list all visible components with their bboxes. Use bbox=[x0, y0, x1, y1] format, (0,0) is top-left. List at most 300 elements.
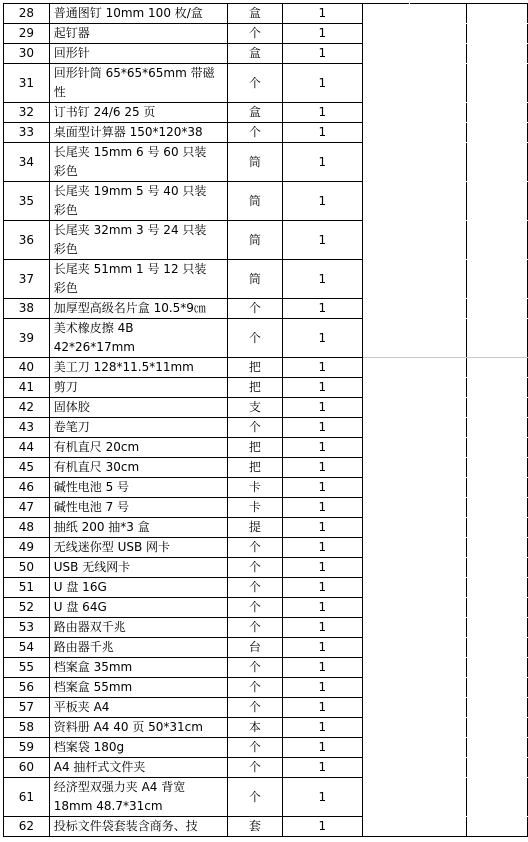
empty-cell bbox=[363, 458, 410, 478]
empty-cell bbox=[409, 418, 466, 438]
item-unit: 把 bbox=[228, 358, 282, 378]
table-row bbox=[4, 299, 528, 319]
empty-cell bbox=[467, 817, 528, 837]
item-quantity: 1 bbox=[282, 638, 362, 658]
empty-cell bbox=[363, 638, 410, 658]
item-name-line: 桌面型计算器 150*120*38 bbox=[53, 125, 203, 139]
item-name-line: 长尾夹 51mm 1 号 12 只装 bbox=[53, 262, 207, 276]
empty-cell bbox=[363, 598, 410, 618]
item-name-line: 碱性电池 5 号 bbox=[53, 480, 130, 494]
row-number: 33 bbox=[4, 123, 50, 143]
empty-cell bbox=[409, 103, 466, 123]
item-name bbox=[49, 658, 227, 678]
empty-cell bbox=[409, 718, 466, 738]
empty-cell bbox=[363, 358, 410, 378]
row-number: 51 bbox=[4, 578, 50, 598]
item-name bbox=[49, 103, 227, 123]
item-quantity: 1 bbox=[282, 738, 362, 758]
item-quantity: 1 bbox=[282, 24, 362, 44]
row-number: 28 bbox=[4, 4, 50, 24]
empty-cell bbox=[409, 221, 466, 260]
item-name-line: 路由器双千兆 bbox=[53, 620, 126, 634]
row-number: 56 bbox=[4, 678, 50, 698]
empty-cell bbox=[363, 378, 410, 398]
item-unit: 盒 bbox=[228, 103, 282, 123]
item-unit: 个 bbox=[228, 24, 282, 44]
empty-cell bbox=[363, 260, 410, 299]
item-table bbox=[3, 3, 528, 837]
empty-cell bbox=[363, 817, 410, 837]
item-name-line: 有机直尺 20cm bbox=[53, 440, 140, 454]
table-row bbox=[4, 498, 528, 518]
item-name bbox=[49, 478, 227, 498]
item-unit: 个 bbox=[228, 598, 282, 618]
item-unit: 支 bbox=[228, 398, 282, 418]
table-row bbox=[4, 378, 528, 398]
empty-cell bbox=[363, 678, 410, 698]
row-number: 29 bbox=[4, 24, 50, 44]
row-number: 31 bbox=[4, 64, 50, 103]
item-quantity: 1 bbox=[282, 182, 362, 221]
item-name-line: 有机直尺 30cm bbox=[53, 460, 140, 474]
item-name bbox=[49, 738, 227, 758]
empty-cell bbox=[467, 778, 528, 817]
item-name-line: 加厚型高级名片盒 10.5*9㎝ bbox=[53, 301, 206, 315]
empty-cell bbox=[409, 398, 466, 418]
row-number: 60 bbox=[4, 758, 50, 778]
empty-cell bbox=[363, 478, 410, 498]
item-unit: 个 bbox=[228, 299, 282, 319]
item-quantity: 1 bbox=[282, 44, 362, 64]
item-name bbox=[49, 618, 227, 638]
empty-cell bbox=[363, 418, 410, 438]
item-quantity: 1 bbox=[282, 538, 362, 558]
item-unit: 个 bbox=[228, 758, 282, 778]
empty-cell bbox=[467, 618, 528, 638]
item-name-line: 性 bbox=[53, 85, 66, 99]
empty-cell bbox=[409, 478, 466, 498]
item-name-line: U 盘 16G bbox=[53, 580, 107, 594]
item-unit: 筒 bbox=[228, 260, 282, 299]
empty-cell bbox=[409, 438, 466, 458]
item-name bbox=[49, 538, 227, 558]
item-name bbox=[49, 182, 227, 221]
item-name-line: 档案盒 35mm bbox=[53, 660, 133, 674]
table-row bbox=[4, 738, 528, 758]
empty-cell bbox=[409, 143, 466, 182]
row-number: 41 bbox=[4, 378, 50, 398]
table-row bbox=[4, 758, 528, 778]
item-name bbox=[49, 4, 227, 24]
empty-cell bbox=[467, 538, 528, 558]
item-name-line: A4 抽杆式文件夹 bbox=[53, 760, 146, 774]
empty-cell bbox=[467, 378, 528, 398]
empty-cell bbox=[467, 718, 528, 738]
item-unit: 台 bbox=[228, 638, 282, 658]
item-name bbox=[49, 398, 227, 418]
item-name bbox=[49, 678, 227, 698]
item-name-line: 投标文件袋套装含商务、技 bbox=[53, 819, 198, 833]
item-name-line: 美术橡皮擦 4B bbox=[53, 321, 134, 335]
table-row bbox=[4, 618, 528, 638]
item-unit: 筒 bbox=[228, 221, 282, 260]
item-quantity: 1 bbox=[282, 698, 362, 718]
table-row bbox=[4, 398, 528, 418]
empty-cell bbox=[467, 123, 528, 143]
empty-cell bbox=[467, 319, 528, 358]
table-row bbox=[4, 538, 528, 558]
item-quantity: 1 bbox=[282, 578, 362, 598]
item-name bbox=[49, 221, 227, 260]
table-row bbox=[4, 578, 528, 598]
item-name-line: 碱性电池 7 号 bbox=[53, 500, 130, 514]
empty-cell bbox=[363, 143, 410, 182]
item-name bbox=[49, 143, 227, 182]
table-row bbox=[4, 458, 528, 478]
row-number: 61 bbox=[4, 778, 50, 817]
item-unit: 本 bbox=[228, 718, 282, 738]
row-number: 38 bbox=[4, 299, 50, 319]
item-quantity: 1 bbox=[282, 358, 362, 378]
item-name-line: 长尾夹 32mm 3 号 24 只装 bbox=[53, 223, 207, 237]
item-name bbox=[49, 378, 227, 398]
empty-cell bbox=[467, 299, 528, 319]
table-row bbox=[4, 698, 528, 718]
item-quantity: 1 bbox=[282, 438, 362, 458]
row-number: 43 bbox=[4, 418, 50, 438]
empty-cell bbox=[409, 738, 466, 758]
item-unit: 个 bbox=[228, 538, 282, 558]
table-row bbox=[4, 143, 528, 182]
item-unit: 卡 bbox=[228, 498, 282, 518]
table-row bbox=[4, 319, 528, 358]
row-number: 50 bbox=[4, 558, 50, 578]
item-unit: 个 bbox=[228, 578, 282, 598]
item-unit: 个 bbox=[228, 778, 282, 817]
item-quantity: 1 bbox=[282, 319, 362, 358]
empty-cell bbox=[409, 817, 466, 837]
row-number: 53 bbox=[4, 618, 50, 638]
item-name bbox=[49, 718, 227, 738]
table-row bbox=[4, 658, 528, 678]
item-unit: 个 bbox=[228, 123, 282, 143]
row-number: 49 bbox=[4, 538, 50, 558]
empty-cell bbox=[467, 578, 528, 598]
empty-cell bbox=[363, 24, 410, 44]
row-number: 40 bbox=[4, 358, 50, 378]
empty-cell bbox=[363, 398, 410, 418]
item-unit: 提 bbox=[228, 518, 282, 538]
item-name bbox=[49, 518, 227, 538]
empty-cell bbox=[409, 538, 466, 558]
row-number: 54 bbox=[4, 638, 50, 658]
item-name bbox=[49, 438, 227, 458]
item-name-line: 美工刀 128*11.5*11mm bbox=[53, 360, 194, 374]
item-table-body bbox=[4, 4, 528, 837]
row-number: 44 bbox=[4, 438, 50, 458]
item-quantity: 1 bbox=[282, 64, 362, 103]
item-name bbox=[49, 299, 227, 319]
item-unit: 套 bbox=[228, 817, 282, 837]
empty-cell bbox=[409, 299, 466, 319]
row-number: 55 bbox=[4, 658, 50, 678]
item-quantity: 1 bbox=[282, 103, 362, 123]
item-name-line: 回形针筒 65*65*65mm 带磁 bbox=[53, 66, 215, 80]
empty-cell bbox=[467, 638, 528, 658]
item-name bbox=[49, 123, 227, 143]
item-quantity: 1 bbox=[282, 718, 362, 738]
item-unit: 个 bbox=[228, 698, 282, 718]
empty-cell bbox=[363, 758, 410, 778]
item-name bbox=[49, 817, 227, 837]
empty-cell bbox=[409, 182, 466, 221]
table-row bbox=[4, 817, 528, 837]
table-row bbox=[4, 182, 528, 221]
item-unit: 个 bbox=[228, 418, 282, 438]
row-number: 34 bbox=[4, 143, 50, 182]
table-row bbox=[4, 24, 528, 44]
item-name-line: 订书钉 24/6 25 页 bbox=[53, 105, 156, 119]
item-quantity: 1 bbox=[282, 817, 362, 837]
empty-cell bbox=[363, 438, 410, 458]
item-quantity: 1 bbox=[282, 221, 362, 260]
item-name-line: 彩色 bbox=[53, 203, 78, 217]
item-name-line: 卷笔刀 bbox=[53, 420, 90, 434]
item-name-line: 普通图钉 10mm 100 枚/盒 bbox=[53, 6, 203, 20]
item-unit: 个 bbox=[228, 678, 282, 698]
empty-cell bbox=[363, 498, 410, 518]
item-name-line: 抽纸 200 抽*3 盒 bbox=[53, 520, 150, 534]
table-row bbox=[4, 44, 528, 64]
item-unit: 个 bbox=[228, 618, 282, 638]
item-quantity: 1 bbox=[282, 778, 362, 817]
table-row bbox=[4, 4, 528, 24]
row-number: 35 bbox=[4, 182, 50, 221]
item-name-line: 路由器千兆 bbox=[53, 640, 114, 654]
item-name-line: USB 无线网卡 bbox=[53, 560, 131, 574]
row-number: 62 bbox=[4, 817, 50, 837]
item-unit: 盒 bbox=[228, 44, 282, 64]
item-unit: 个 bbox=[228, 738, 282, 758]
item-name-line: 档案袋 180g bbox=[53, 740, 125, 754]
item-unit: 个 bbox=[228, 558, 282, 578]
item-quantity: 1 bbox=[282, 618, 362, 638]
table-row bbox=[4, 123, 528, 143]
item-quantity: 1 bbox=[282, 758, 362, 778]
item-name-line: 档案盒 55mm bbox=[53, 680, 133, 694]
empty-cell bbox=[409, 518, 466, 538]
item-quantity: 1 bbox=[282, 678, 362, 698]
row-number: 39 bbox=[4, 319, 50, 358]
empty-cell bbox=[467, 758, 528, 778]
item-quantity: 1 bbox=[282, 558, 362, 578]
item-name bbox=[49, 558, 227, 578]
empty-cell bbox=[363, 182, 410, 221]
empty-cell bbox=[467, 44, 528, 64]
empty-cell bbox=[363, 103, 410, 123]
item-unit: 筒 bbox=[228, 143, 282, 182]
item-name-line: 平板夹 A4 bbox=[53, 700, 110, 714]
item-name-line: 无线迷你型 USB 网卡 bbox=[53, 540, 171, 554]
empty-cell bbox=[363, 618, 410, 638]
empty-cell bbox=[467, 738, 528, 758]
empty-cell bbox=[363, 738, 410, 758]
item-quantity: 1 bbox=[282, 598, 362, 618]
empty-cell bbox=[363, 538, 410, 558]
empty-cell bbox=[363, 221, 410, 260]
item-quantity: 1 bbox=[282, 398, 362, 418]
empty-cell bbox=[409, 64, 466, 103]
item-unit: 个 bbox=[228, 658, 282, 678]
table-row bbox=[4, 64, 528, 103]
empty-cell bbox=[467, 418, 528, 438]
item-name-line: 18mm 48.7*31cm bbox=[53, 799, 163, 813]
item-quantity: 1 bbox=[282, 260, 362, 299]
item-name bbox=[49, 578, 227, 598]
empty-cell bbox=[409, 778, 466, 817]
item-unit: 把 bbox=[228, 458, 282, 478]
item-name-line: 42*26*17mm bbox=[53, 340, 135, 354]
empty-cell bbox=[467, 518, 528, 538]
item-quantity: 1 bbox=[282, 123, 362, 143]
row-number: 36 bbox=[4, 221, 50, 260]
empty-cell bbox=[363, 44, 410, 64]
item-name-line: 长尾夹 15mm 6 号 60 只装 bbox=[53, 145, 207, 159]
item-name bbox=[49, 319, 227, 358]
item-name-line: U 盘 64G bbox=[53, 600, 107, 614]
row-number: 47 bbox=[4, 498, 50, 518]
empty-cell bbox=[467, 498, 528, 518]
empty-cell bbox=[409, 378, 466, 398]
empty-cell bbox=[363, 299, 410, 319]
item-name bbox=[49, 358, 227, 378]
row-number: 59 bbox=[4, 738, 50, 758]
empty-cell bbox=[409, 698, 466, 718]
item-unit: 筒 bbox=[228, 182, 282, 221]
empty-cell bbox=[409, 678, 466, 698]
row-number: 48 bbox=[4, 518, 50, 538]
empty-cell bbox=[467, 64, 528, 103]
table-row bbox=[4, 558, 528, 578]
item-unit: 盒 bbox=[228, 4, 282, 24]
item-name-line: 经济型双强力夹 A4 背宽 bbox=[53, 780, 186, 794]
table-row bbox=[4, 260, 528, 299]
empty-cell bbox=[409, 319, 466, 358]
item-name-line: 彩色 bbox=[53, 242, 78, 256]
item-quantity: 1 bbox=[282, 458, 362, 478]
empty-cell bbox=[363, 64, 410, 103]
empty-cell bbox=[409, 458, 466, 478]
table-row bbox=[4, 358, 528, 378]
row-number: 30 bbox=[4, 44, 50, 64]
empty-cell bbox=[409, 638, 466, 658]
empty-cell bbox=[363, 658, 410, 678]
empty-cell bbox=[409, 558, 466, 578]
item-name-line: 彩色 bbox=[53, 281, 78, 295]
table-row bbox=[4, 638, 528, 658]
empty-cell bbox=[363, 123, 410, 143]
empty-cell bbox=[467, 358, 528, 378]
row-number: 46 bbox=[4, 478, 50, 498]
table-row bbox=[4, 438, 528, 458]
item-name bbox=[49, 638, 227, 658]
empty-cell bbox=[467, 221, 528, 260]
row-number: 57 bbox=[4, 698, 50, 718]
empty-cell bbox=[467, 558, 528, 578]
item-name-line: 起钉器 bbox=[53, 26, 90, 40]
item-name bbox=[49, 44, 227, 64]
empty-cell bbox=[467, 182, 528, 221]
table-row bbox=[4, 778, 528, 817]
table-row bbox=[4, 718, 528, 738]
item-unit: 卡 bbox=[228, 478, 282, 498]
table-row bbox=[4, 418, 528, 438]
item-name bbox=[49, 698, 227, 718]
empty-cell bbox=[363, 4, 410, 24]
empty-cell bbox=[467, 438, 528, 458]
empty-cell bbox=[409, 758, 466, 778]
table-row bbox=[4, 678, 528, 698]
item-name bbox=[49, 758, 227, 778]
item-name-line: 回形针 bbox=[53, 46, 90, 60]
item-name bbox=[49, 24, 227, 44]
item-name bbox=[49, 458, 227, 478]
item-quantity: 1 bbox=[282, 418, 362, 438]
item-quantity: 1 bbox=[282, 658, 362, 678]
empty-cell bbox=[467, 143, 528, 182]
table-row bbox=[4, 221, 528, 260]
empty-cell bbox=[467, 4, 528, 24]
empty-cell bbox=[409, 658, 466, 678]
item-name bbox=[49, 64, 227, 103]
empty-cell bbox=[409, 44, 466, 64]
empty-cell bbox=[409, 260, 466, 299]
row-number: 37 bbox=[4, 260, 50, 299]
empty-cell bbox=[409, 578, 466, 598]
empty-cell bbox=[467, 698, 528, 718]
item-quantity: 1 bbox=[282, 299, 362, 319]
empty-cell bbox=[467, 103, 528, 123]
item-name bbox=[49, 498, 227, 518]
table-row bbox=[4, 478, 528, 498]
item-name-line: 固体胶 bbox=[53, 400, 90, 414]
item-unit: 把 bbox=[228, 438, 282, 458]
empty-cell bbox=[409, 4, 466, 24]
item-quantity: 1 bbox=[282, 518, 362, 538]
table-row bbox=[4, 103, 528, 123]
empty-cell bbox=[467, 260, 528, 299]
item-unit: 个 bbox=[228, 319, 282, 358]
item-name-line: 资料册 A4 40 页 50*31cm bbox=[53, 720, 203, 734]
empty-cell bbox=[467, 24, 528, 44]
empty-cell bbox=[409, 618, 466, 638]
item-quantity: 1 bbox=[282, 478, 362, 498]
empty-cell bbox=[467, 598, 528, 618]
row-number: 45 bbox=[4, 458, 50, 478]
empty-cell bbox=[363, 778, 410, 817]
empty-cell bbox=[363, 578, 410, 598]
empty-cell bbox=[409, 24, 466, 44]
item-name bbox=[49, 260, 227, 299]
empty-cell bbox=[363, 558, 410, 578]
empty-cell bbox=[467, 398, 528, 418]
item-name-line: 剪刀 bbox=[53, 380, 78, 394]
item-unit: 个 bbox=[228, 64, 282, 103]
empty-cell bbox=[363, 698, 410, 718]
item-name bbox=[49, 778, 227, 817]
empty-cell bbox=[409, 498, 466, 518]
table-row bbox=[4, 518, 528, 538]
